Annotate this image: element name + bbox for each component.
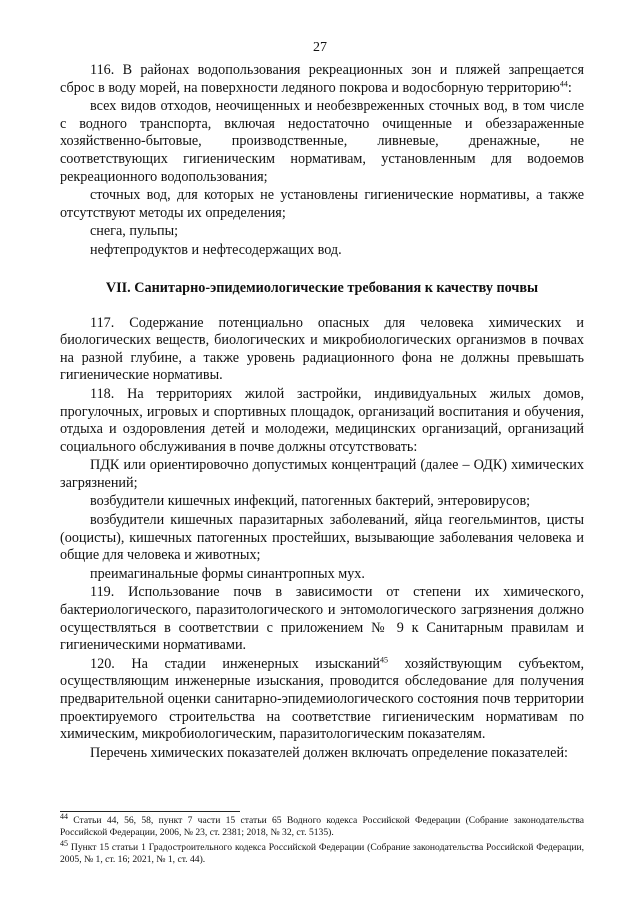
list-item: сточных вод, для которых не установлены гигиенические нормативы, а также отсутствуют методы их определения; — [60, 187, 584, 221]
paragraph-list-intro: Перечень химических показателей должен включать определение показателей: — [90, 744, 568, 761]
footnote-text: Статьи 44, 56, 58, пункт 7 части 15 статьи 65 Водного кодекса Российской Федерации (Собрание законодательства Российской Федерации, 2006, № 23, ст. 2381; 2018, № 32, ст. 5135). — [60, 815, 584, 839]
footnote-divider — [60, 811, 240, 812]
footnote-44 — [60, 811, 584, 840]
footnote-ref-44: 44 — [559, 78, 568, 88]
footnote-mark: 45 — [60, 838, 68, 848]
list-item: возбудители кишечных инфекций, патогенных бактерий, энтеровирусов; — [90, 493, 531, 510]
footnotes — [60, 811, 584, 869]
paragraph-text: 120. На стадии инженерных изысканий — [90, 655, 381, 672]
footnote-45 — [60, 838, 584, 867]
paragraph-number: 116 — [90, 62, 111, 78]
page-number: 27 — [313, 40, 327, 55]
page-body — [60, 62, 584, 763]
list-item: преимагинальные формы синантропных мух. — [90, 565, 365, 582]
list-item: снега, пульпы; — [90, 223, 179, 240]
paragraph-117: 117. Содержание потенциально опасных для человека химических и биологических веществ, биологических и микробиологических организмов в почвах на разной глубине, а также уровень радиационного фона не должны превышать гигиенические нормативы. — [60, 314, 584, 384]
list-item: нефтепродуктов и нефтесодержащих вод. — [90, 241, 342, 258]
paragraph-120 — [60, 656, 584, 744]
paragraph-tail: : — [567, 79, 572, 96]
paragraph-118: 118. На территориях жилой застройки, индивидуальных жилых домов, прогулочных, игровых и спортивных площадок, организаций воспитания и обучения, отдыха и оздоровления детей и молодежи, медицинских организаций, организаций социального обслуживания в почве должны отсутствовать: — [60, 385, 584, 455]
list-item: всех видов отходов, неочищенных и необезвреженных сточных вод, в том числе с водного транспорта, включая недостаточно очищенные и обеззараженные хозяйственно-бытовые, производственные, ливневые, дренажные, не соответствующих гигиеническим нормативам, установленным для водоемов рекреационного водопользования; — [60, 98, 584, 185]
section-heading: VII. Санитарно-эпидемиологические требования к качеству почвы — [105, 279, 539, 296]
list-item: возбудители кишечных паразитарных заболеваний, яйца геогельминтов, цисты (ооцисты), кишечных патогенных простейших, вызывающие заболевания человека и общие для человека и животных; — [60, 512, 584, 564]
list-item: ПДК или ориентировочно допустимых концентраций (далее – ОДК) химических загрязнений; — [60, 457, 584, 491]
paragraph-text: . В районах водопользования рекреационных зон и пляжей запрещается сброс в воду морей, на поверхности ледяного покрова и водосборную территорию — [60, 62, 584, 96]
paragraph-116 — [60, 62, 584, 97]
footnote-ref-45: 45 — [380, 655, 389, 665]
paragraph-tail: хозяйствующим субъектом, осуществляющим инженерные изыскания, проводится обследование для получения предварительной оценки санитарно-эпидемиологического состояния почв территории проектируемого строительства на соответствие гигиеническим нормативам по химическим, микробиологическим, паразитологическим показателям. — [60, 655, 584, 743]
paragraph-119: 119. Использование почв в зависимости от степени их химического, бактериологического, паразитологического и энтомологического загрязнения должно осуществляться в соответствии с приложением № 9 к Санитарным правилам и гигиеническими нормативами. — [60, 584, 584, 654]
footnote-mark: 44 — [60, 811, 68, 821]
footnote-text: Пункт 15 статьи 1 Градостроительного кодекса Российской Федерации (Собрание законодательства Российской Федерации, 2005, № 1, ст. 16; 2021, № 1, ст. 44). — [60, 841, 584, 866]
